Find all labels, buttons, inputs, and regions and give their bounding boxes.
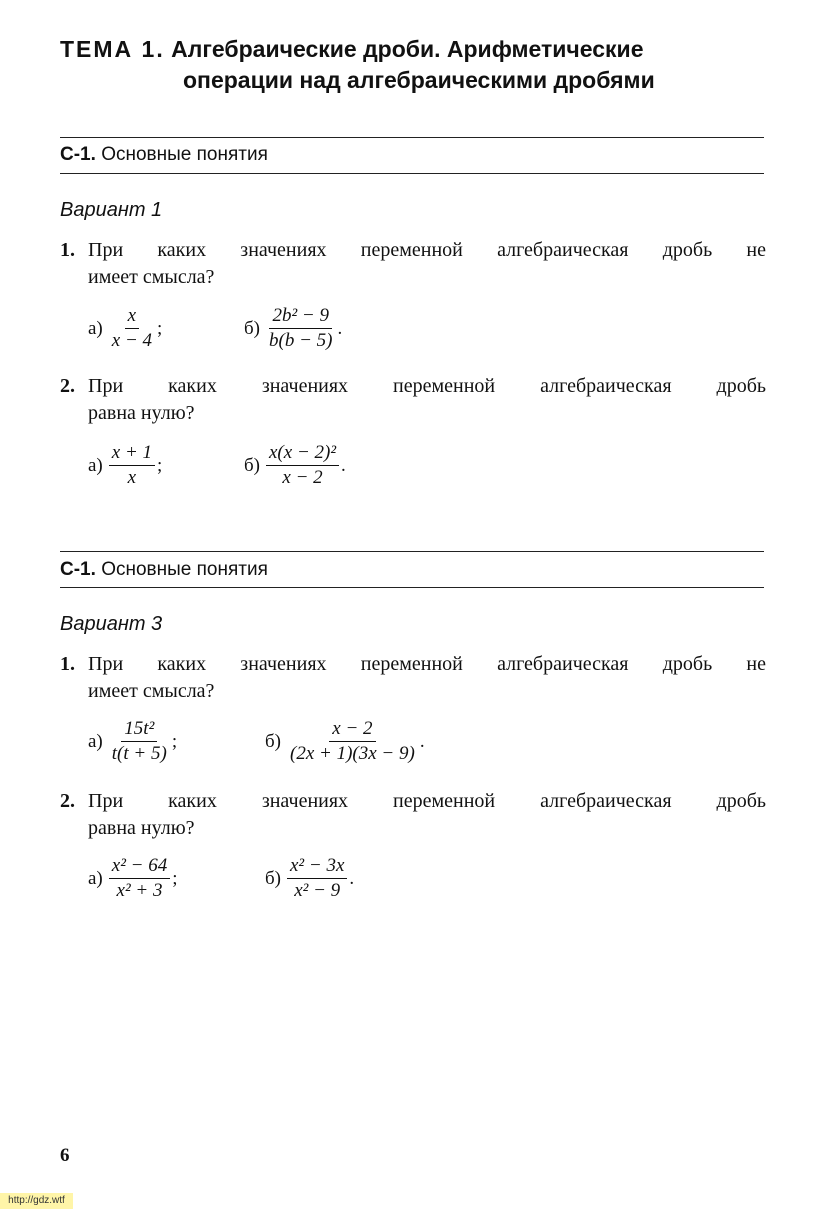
section-rule-bottom	[60, 587, 764, 588]
numerator: x(x − 2)²	[266, 442, 339, 466]
task-text-line2: равна нулю?	[88, 817, 195, 839]
fraction	[287, 855, 347, 902]
denominator: b(b − 5)	[269, 330, 333, 351]
task-text-line1: При каких значениях переменной алгебраическая дробь	[88, 790, 766, 812]
fraction	[109, 855, 170, 902]
task-text-line2: имеет смысла?	[88, 266, 215, 288]
punctuation: .	[341, 454, 346, 476]
fraction	[109, 305, 155, 352]
section-heading	[60, 144, 268, 166]
task-text-line2: равна нулю?	[88, 402, 195, 424]
task-text-line1: При каких значениях переменной алгебраическая дробь не	[88, 653, 766, 675]
task-text-line1: При каких значениях переменной алгебраическая дробь	[88, 375, 766, 397]
denominator: t(t + 5)	[111, 743, 167, 764]
answer-label: б)	[265, 867, 281, 889]
task-1	[60, 651, 766, 705]
punctuation: ;	[157, 454, 163, 476]
section-rule-bottom	[60, 173, 764, 174]
answer-a	[88, 855, 178, 902]
section-code: С-1.	[60, 144, 96, 165]
denominator: x² − 9	[294, 880, 341, 901]
denominator: (2x + 1)(3x − 9)	[290, 743, 415, 764]
section-name: Основные понятия	[101, 144, 268, 165]
numerator: 2b² − 9	[269, 305, 332, 329]
punctuation: ;	[172, 867, 178, 889]
numerator: 15t²	[121, 718, 157, 742]
numerator: x² − 3x	[287, 855, 347, 879]
variant-heading: Вариант 1	[60, 199, 163, 221]
section-name: Основные понятия	[101, 559, 268, 580]
topic-title-line2: операции над алгебраическими дробями	[183, 67, 655, 93]
numerator: x² − 64	[109, 855, 170, 879]
section-rule-top	[60, 551, 764, 552]
denominator: x − 4	[111, 330, 153, 351]
fraction	[109, 718, 170, 765]
answer-label: б)	[265, 730, 281, 752]
fraction	[109, 442, 155, 489]
task-text-line2: имеет смысла?	[88, 680, 215, 702]
section-heading	[60, 559, 268, 581]
task-number: 2.	[60, 375, 75, 397]
answer-b	[265, 718, 425, 765]
task-2	[60, 373, 766, 427]
topic-title-line1: Алгебраические дроби. Арифметические	[171, 36, 644, 62]
answer-label: б)	[244, 317, 260, 339]
denominator: x	[127, 467, 137, 488]
denominator: x² + 3	[116, 880, 163, 901]
page-number: 6	[60, 1145, 70, 1166]
task-2	[60, 788, 766, 842]
answer-b	[244, 442, 346, 489]
punctuation: ;	[171, 730, 178, 752]
numerator: x − 2	[329, 718, 375, 742]
numerator: x + 1	[109, 442, 155, 466]
answer-label: а)	[88, 454, 103, 476]
answer-a	[88, 305, 162, 352]
section-rule-top	[60, 137, 764, 138]
punctuation: .	[349, 867, 355, 889]
numerator: x	[125, 305, 139, 329]
task-1	[60, 237, 766, 291]
task-text-line1: При каких значениях переменной алгебраическая дробь не	[88, 239, 766, 261]
answer-b	[265, 855, 354, 902]
answer-a	[88, 718, 177, 765]
answer-label: б)	[244, 454, 260, 476]
topic-label: ТЕМА 1.	[60, 36, 165, 62]
answer-label: а)	[88, 867, 103, 889]
answer-label: а)	[88, 730, 103, 752]
punctuation: .	[337, 317, 343, 339]
task-number: 2.	[60, 790, 75, 812]
watermark-link[interactable]: http://gdz.wtf	[0, 1193, 73, 1209]
punctuation: .	[419, 730, 425, 752]
denominator: x − 2	[282, 467, 323, 488]
task-number: 1.	[60, 653, 75, 675]
punctuation: ;	[157, 317, 163, 339]
task-number: 1.	[60, 239, 75, 261]
fraction	[266, 305, 335, 352]
fraction	[266, 442, 339, 489]
answer-a	[88, 442, 162, 489]
variant-heading: Вариант 3	[60, 613, 163, 635]
section-code: С-1.	[60, 559, 96, 580]
fraction	[287, 718, 418, 765]
answer-b	[244, 305, 342, 352]
answer-label: а)	[88, 317, 103, 339]
topic-heading	[60, 34, 655, 96]
